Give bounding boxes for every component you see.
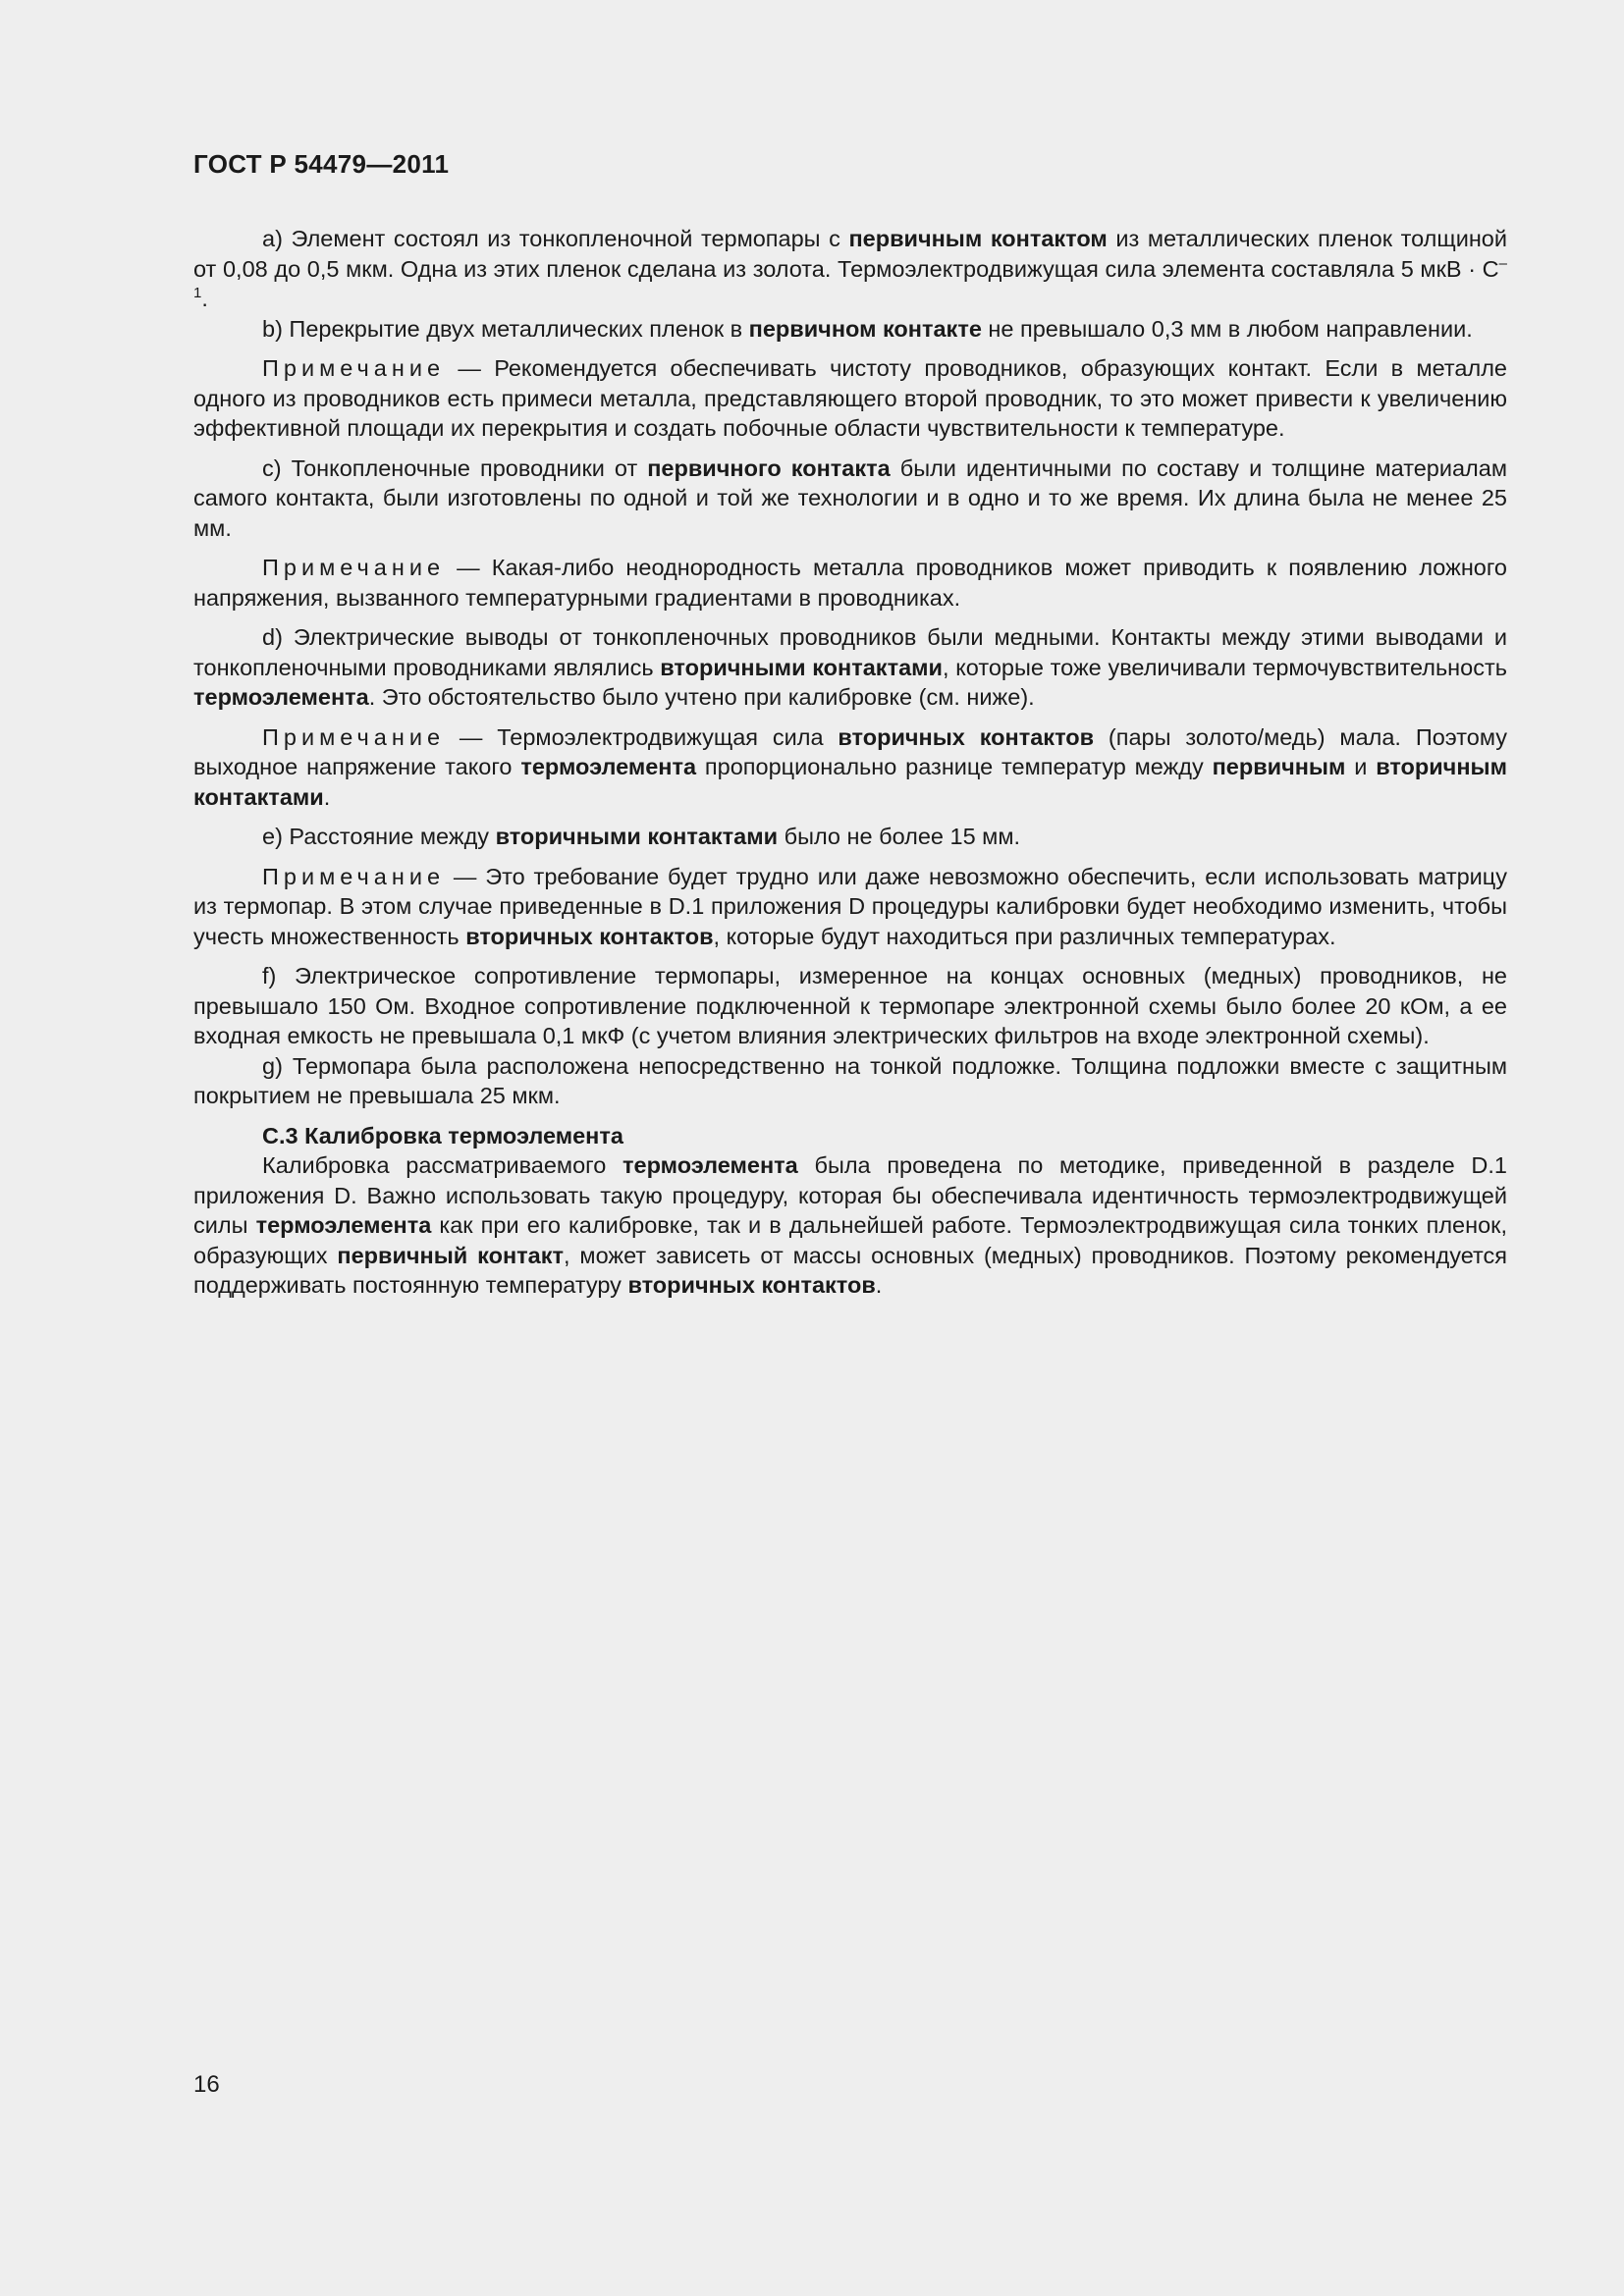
text-span: (пары золото/медь) мала. Поэтому выходное напряжение такого: [193, 723, 1507, 779]
note-label: Примечание: [262, 723, 446, 750]
bold-term: С.3 Калибровка термоэлемента: [262, 1122, 623, 1148]
list-paragraph: [193, 1051, 1507, 1111]
text-span: e) Расстояние между: [262, 824, 496, 849]
bold-term: вторичными контактами: [660, 654, 943, 680]
list-paragraph: [193, 454, 1507, 544]
bold-term: первичном контакте: [748, 315, 982, 342]
note-paragraph: [193, 553, 1507, 613]
text-span: — Рекомендуется обеспечивать чистоту проводников, образующих контакт. Если в металле одного из проводников есть примеси металла, представляющего второй проводник, то это может привести к увеличению эффективной площади их перекрытия и создать побочные области чувствительности к температуре.: [193, 355, 1507, 441]
note-label: Примечание: [262, 863, 446, 889]
text-span: f) Электрическое сопротивление термопары, измеренное на концах основных (медных) проводников, не превышало 150 Ом. Входное сопротивление подключенной к термопаре электронной схемы было более 20 кОм, а ее входная емкость не превышала 0,1 мкФ (с учетом влияния электрических фильтров на входе электронной схемы).: [193, 963, 1507, 1048]
list-paragraph: [193, 961, 1507, 1051]
text-span: было не более 15 мм.: [778, 824, 1021, 849]
note-label: Примечание: [262, 555, 446, 580]
bold-term: первичного контакта: [647, 454, 891, 481]
bold-term: вторичных контактов: [838, 723, 1095, 750]
list-paragraph: [193, 822, 1507, 852]
text-span: из металлических пленок толщиной от 0,08 до 0,5 мкм. Одна из этих пленок сделана из золота. Термоэлектродвижущая сила элемента составляла 5 мкВ · С: [193, 226, 1507, 282]
bold-term: термоэлемента: [255, 1212, 432, 1238]
text-span: — Это требование будет трудно или даже невозможно обеспечить, если использовать матрицу из термопар. В этом случае приведенные в D.1 приложения D процедуры калибровки будет необходимо изменить, чтобы учесть множественность: [193, 863, 1507, 949]
text-span: были идентичными по составу и толщине материалам самого контакта, были изготовлены по одной и той же технологии и в одно и то же время. Их длина была не менее 25 мм.: [193, 454, 1507, 541]
text-span: пропорционально разнице температур между: [696, 754, 1213, 779]
text-span: не превышало 0,3 мм в любом направлении.: [981, 315, 1473, 342]
document-header: ГОСТ Р 54479—2011: [193, 149, 450, 179]
document-body: [193, 224, 1507, 1301]
bold-term: первичным: [1212, 754, 1346, 779]
text-span: как при его калибровке, так и в дальнейшей работе. Термоэлектродвижущая сила тонких пленок, образующих: [193, 1212, 1507, 1268]
text-span: b) Перекрытие двух металлических пленок в: [262, 315, 749, 342]
list-paragraph: [193, 622, 1507, 713]
bold-term: первичным контактом: [848, 226, 1108, 251]
list-paragraph: [193, 224, 1507, 314]
text-span: , которые будут находиться при различных температурах.: [713, 923, 1336, 949]
superscript: –1: [193, 254, 1507, 301]
text-span: , которые тоже увеличивали термочувствительность: [942, 654, 1507, 680]
bold-term: первичный контакт: [337, 1242, 564, 1268]
bold-term: вторичными контактами: [495, 824, 779, 849]
bold-term: термоэлемента: [623, 1152, 798, 1178]
text-span: d) Электрические выводы от тонкопленочных проводников были медными. Контакты между этими выводами и тонкопленочными проводниками являлись: [193, 624, 1507, 680]
page-number: 16: [193, 2071, 220, 2098]
bold-term: вторичным контактами: [193, 754, 1507, 810]
note-paragraph: [193, 722, 1507, 813]
text-span: c) Тонкопленочные проводники от: [262, 454, 648, 481]
bold-term: термоэлемента: [520, 754, 697, 779]
text-span: — Термоэлектродвижущая сила: [445, 723, 839, 750]
text-span: a) Элемент состоял из тонкопленочной термопары с: [262, 226, 849, 251]
text-span: , может зависеть от массы основных (медных) проводников. Поэтому рекомендуется поддерживать постоянную температуру: [193, 1242, 1507, 1298]
text-span: и: [1345, 754, 1377, 779]
note-label: Примечание: [262, 355, 446, 381]
bold-term: вторичных контактов: [627, 1272, 876, 1298]
note-paragraph: [193, 862, 1507, 952]
text-span: была проведена по методике, приведенной в разделе D.1 приложения D. Важно использовать такую процедуру, которая бы обеспечивала идентичность термоэлектродвижущей силы: [193, 1152, 1507, 1238]
bold-term: вторичных контактов: [465, 923, 714, 949]
text-span: — Какая-либо неоднородность металла проводников может приводить к появлению ложного напряжения, вызванного температурными градиентами в проводниках.: [193, 555, 1507, 611]
text-span: Калибровка рассматриваемого: [262, 1152, 623, 1178]
section-title: [193, 1121, 1507, 1151]
text-span: . Это обстоятельство было учтено при калибровке (см. ниже).: [368, 684, 1035, 710]
note-paragraph: [193, 353, 1507, 444]
list-paragraph: [193, 1150, 1507, 1301]
text-span: g) Термопара была расположена непосредственно на тонкой подложке. Толщина подложки вместе с защитным покрытием не превышала 25 мкм.: [193, 1052, 1507, 1108]
text-span: .: [323, 783, 331, 810]
text-span: .: [875, 1272, 883, 1298]
bold-term: термоэлемента: [193, 684, 369, 710]
list-paragraph: [193, 314, 1507, 345]
text-span: .: [201, 286, 208, 311]
